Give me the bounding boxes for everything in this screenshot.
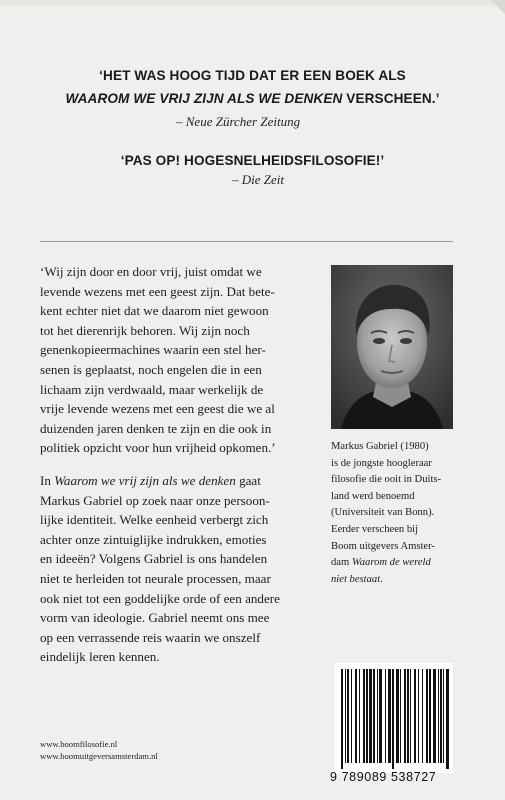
barcode-bar bbox=[414, 669, 416, 763]
publisher-urls bbox=[40, 739, 158, 762]
barcode-bar bbox=[440, 669, 442, 763]
url-boomuitgevers[interactable]: www.boomuitgeversamsterdam.nl bbox=[40, 750, 158, 761]
barcode-bar bbox=[410, 669, 411, 763]
top-edge bbox=[0, 0, 505, 6]
blurb-line: eindelijk leren kennen. bbox=[40, 649, 160, 665]
barcode-bar bbox=[438, 669, 439, 763]
caption-line: Boom uitgevers Amster- bbox=[331, 540, 435, 552]
blurb-paragraph-2 bbox=[40, 471, 323, 667]
caption-line: dam Waarom de wereld bbox=[331, 557, 431, 569]
blurb-line: vorm van ideologie. Gabriel neemt ons mee bbox=[40, 610, 270, 626]
barcode-bar bbox=[345, 669, 346, 763]
blurb-line: senen is geplaatst, noch engelen die in een bbox=[40, 361, 262, 377]
blurb-line: en ideeën? Volgens Gabriel is ons handelen bbox=[40, 551, 268, 567]
blurb-line: duizenden jaren denken te zijn en die ook in bbox=[40, 420, 272, 436]
barcode-bar bbox=[400, 669, 401, 763]
barcode-bar bbox=[341, 669, 343, 769]
blurb-line: ook niet tot een goddelijke orde of een andere bbox=[40, 590, 280, 606]
caption-line: (Universiteit van Bonn). bbox=[331, 507, 435, 519]
caption-book-title-end: niet bestaat bbox=[331, 573, 381, 585]
blurb-line: lichaam zijn verdwaald, maar werkelijk de bbox=[40, 381, 264, 397]
divider-rule bbox=[40, 241, 453, 242]
barcode-bar bbox=[429, 669, 431, 763]
barcode-bar bbox=[422, 669, 423, 763]
quote-die-zeit: ‘PAS OP! HOGESNELHEIDSFILOSOFIE!’ bbox=[120, 153, 385, 168]
blurb-line: politiek opzicht voor hun vrijheid opkomen.’ bbox=[40, 440, 276, 456]
barcode-bar bbox=[418, 669, 419, 763]
barcode-bar bbox=[363, 669, 365, 763]
isbn-digits: 9 789089 538727 bbox=[330, 770, 437, 784]
caption-line: Eerder verscheen bij bbox=[331, 523, 419, 535]
blurb-line: Markus Gabriel op zoek naar onze persoon- bbox=[40, 492, 270, 508]
barcode-bar bbox=[392, 669, 394, 769]
blurb-line: achter onze zintuiglijke indrukken, emoties bbox=[40, 531, 267, 547]
url-boomfilosofie[interactable]: www.boomfilosofie.nl bbox=[40, 739, 118, 749]
quote-nzz: ‘HET WAS HOOG TIJD DAT ER EEN BOEK ALS WAAROM WE VRIJ ZIJN ALS WE DENKEN VERSCHEEN.’ bbox=[65, 68, 440, 106]
blurb-line: In Waarom we vrij zijn als we denken gaat bbox=[40, 472, 261, 488]
caption-line: is de jongste hoogleraar bbox=[331, 457, 432, 469]
barcode-bar bbox=[373, 669, 375, 763]
blurb-line: genenkopieermachines waarin een stel her- bbox=[40, 342, 266, 358]
barcode-bar bbox=[385, 669, 386, 763]
blurb-line: lijke identiteit. Welke eenheid verbergt zich bbox=[40, 512, 269, 528]
barcode-bar bbox=[396, 669, 399, 763]
author-caption bbox=[331, 439, 456, 588]
barcode-bar bbox=[388, 669, 391, 763]
barcode-bar bbox=[359, 669, 360, 763]
barcode-bar bbox=[379, 669, 382, 763]
blurb bbox=[40, 262, 323, 667]
blurb-line: niet te herleiden tot neurale processen, maar bbox=[40, 570, 271, 586]
caption-line: land werd benoemd bbox=[331, 490, 415, 502]
barcode-bar bbox=[377, 669, 378, 763]
barcode-bar bbox=[369, 669, 372, 763]
barcode-bar bbox=[366, 669, 368, 763]
blurb-line: vrije levende wezens met een geest die we al bbox=[40, 401, 275, 417]
caption-line: filosofie die ooit in Duits- bbox=[331, 474, 442, 486]
barcode-bar bbox=[433, 669, 436, 763]
blurb-line: op een verrassende reis waarin we onszelf bbox=[40, 629, 261, 645]
blurb-line: levende wezens met een geest zijn. Dat bete- bbox=[40, 283, 275, 299]
blurb-line: ‘Wij zijn door en door vrij, juist omdat we bbox=[40, 264, 262, 279]
quote-source-die-zeit: – Die Zeit bbox=[232, 172, 284, 187]
blurb-paragraph-1 bbox=[40, 262, 323, 458]
page-corner-fold bbox=[491, 0, 505, 14]
caption-line bbox=[331, 572, 456, 589]
barcode-bar bbox=[426, 669, 428, 763]
caption-end-punct: . bbox=[380, 573, 383, 585]
barcode bbox=[335, 663, 453, 773]
author-portrait-image bbox=[331, 265, 453, 429]
quote-source-nzz: – Neue Zürcher Zeitung bbox=[176, 114, 301, 129]
barcode-bars bbox=[335, 663, 453, 773]
barcode-bar bbox=[446, 669, 449, 769]
author-photo bbox=[331, 265, 453, 429]
caption-line: Markus Gabriel (1980) bbox=[331, 441, 429, 452]
blurb-line: tot het dierenrijk behoren. Wij zijn noch bbox=[40, 322, 250, 338]
barcode-bar bbox=[347, 669, 349, 763]
barcode-bar bbox=[355, 669, 357, 763]
barcode-bar bbox=[351, 669, 352, 763]
blurb-line: kent echter niet dat we daarom niet gewoon bbox=[40, 303, 269, 319]
barcode-bar bbox=[443, 669, 444, 763]
barcode-bar bbox=[404, 669, 406, 763]
caption-book-title: Waarom de wereld bbox=[349, 557, 431, 569]
barcode-bar bbox=[407, 669, 409, 763]
